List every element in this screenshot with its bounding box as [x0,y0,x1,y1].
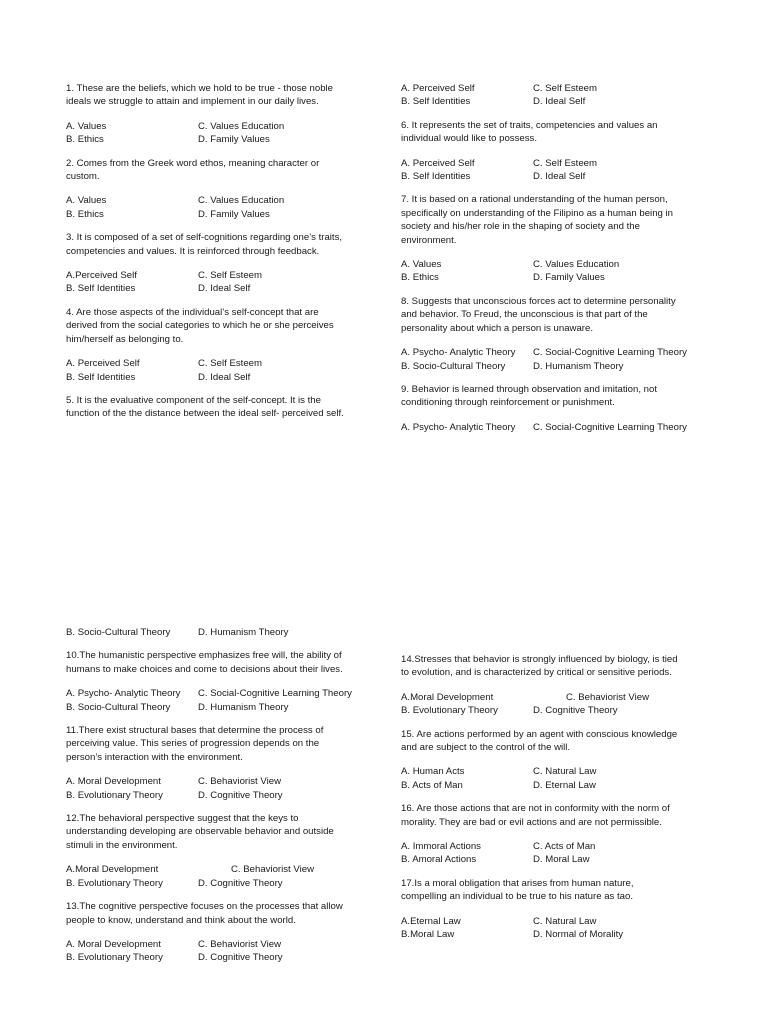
option-b: B. Acts of Man [401,779,463,791]
option-b: B. Ethics [66,134,104,146]
option-d: D. Family Values [198,134,270,146]
option-c: C. Values Education [533,259,620,271]
options [401,258,711,285]
option-a: A. Human Acts [401,766,465,778]
option-c: C. Self Esteem [198,270,262,282]
option-d: D. Family Values [533,272,605,284]
options [66,120,371,147]
option-c: C. Social-Cognitive Learning Theory [198,688,352,700]
option-a: A.Perceived Self [66,270,137,282]
option-c: C. Self Esteem [533,83,597,94]
question-17: 17.Is a moral obligation that arises from human nature, compelling an individual to be true to his nature as tao. [401,877,634,903]
question-block [401,802,711,867]
question-block [66,82,371,147]
option-d: D. Cognitive Theory [198,789,283,801]
option-c: C. Behaviorist View [231,864,315,876]
option-a: A. Moral Development [66,776,161,788]
option-a: A. Moral Development [66,938,161,950]
question-11: 11.There exist structural bases that determine the process of perceiving value. This series of progression depends on the person’s interaction with the environment. [66,725,324,763]
option-c: C. Acts of Man [533,841,596,853]
option-d: D. Cognitive Theory [198,877,283,889]
option-a: A.Eternal Law [401,915,461,927]
option-a: A.Moral Development [66,864,159,876]
page1-left-column [66,82,371,421]
options-continued [66,626,376,639]
question-block [66,306,371,384]
option-d: D. Cognitive Theory [533,705,618,717]
option-a: A. Values [66,195,107,207]
option-c: C. Social-Cognitive Learning Theory [533,347,687,359]
option-c: C. Natural Law [533,915,597,927]
options [401,346,711,373]
option-c: C. Self Esteem [533,157,597,169]
option-a: A. Perceived Self [401,83,475,94]
question-4: 4. Are those aspects of the individual’s self-concept that are derived from the social categories to which he or she perceives him/herself as belonging to. [66,306,334,345]
options [401,765,711,792]
option-d: D. Moral Law [533,854,590,866]
option-d: D. Ideal Self [198,371,251,383]
options [401,421,711,434]
option-d: D. Cognitive Theory [198,952,283,964]
question-1: 1. These are the beliefs, which we hold to be true - those noble ideals we struggle to attain and implement in our daily lives. [66,83,334,108]
option-c: C. Behaviorist View [198,776,282,788]
page2-left-column [66,626,376,965]
question-8: 8. Suggests that unconscious forces act to determine personality and behavior. To Freud, the unconscious is that part of the personality about which a person is unaware. [401,295,676,334]
option-b: B. Self Identities [66,371,136,383]
question-7: 7. It is based on a rational understanding of the human person, specifically on understanding of the Filipino as a human being in society and his/her role in the shaping of society and the environment. [401,194,673,246]
question-15: 15. Are actions performed by an agent with conscious knowledge and are subject to the control of the will. [401,728,678,754]
options-continued [401,82,711,109]
option-d: D. Humanism Theory [198,627,289,638]
options [66,687,376,714]
options [66,269,371,296]
option-b: B. Evolutionary Theory [66,877,163,889]
question-9: 9. Behavior is learned through observation and imitation, not conditioning through reinforcement or punishment. [401,383,657,409]
option-a: A. Perceived Self [401,157,475,169]
question-3: 3. It is composed of a set of self-cognitions regarding one’s traits, competencies and values. It is reinforced through feedback. [66,232,343,257]
option-b: B. Evolutionary Theory [66,952,163,964]
question-13: 13.The cognitive perspective focuses on the processes that allow people to know, understand and think about the world. [66,901,343,926]
options [401,691,711,718]
option-d: D. Normal of Morality [533,929,624,941]
option-c: C. Values Education [198,120,285,132]
question-block [401,383,711,434]
option-d: D. Ideal Self [198,283,251,295]
option-c: C. Behaviorist View [198,938,282,950]
option-a: A. Values [401,259,442,271]
question-16: 16. Are those actions that are not in conformity with the norm of morality. They are bad or evil actions and are not permissible. [401,803,670,828]
option-c: C. Natural Law [533,766,597,778]
option-a: A. Immoral Actions [401,841,481,853]
question-block [401,119,711,184]
option-d: D. Humanism Theory [198,701,289,713]
options [401,157,711,184]
question-block [401,728,711,793]
question-block [66,900,376,965]
option-c: C. Values Education [198,195,285,207]
option-a: A. Psycho- Analytic Theory [401,421,516,433]
option-d: D. Family Values [198,208,270,220]
option-b: B. Ethics [66,208,104,220]
option-b: B. Socio-Cultural Theory [66,627,171,638]
question-12: 12.The behavioral perspective suggest that the keys to understanding developing are observable behavior and outside stimuli in the environment. [66,813,334,851]
option-d: D. Humanism Theory [533,360,624,372]
option-a: A.Moral Development [401,691,494,703]
question-2: 2. Comes from the Greek word ethos, meaning character or custom. [66,157,320,183]
question-block [66,649,376,714]
option-b: B. Ethics [401,272,439,284]
option-c: C. Self Esteem [198,358,262,370]
option-b: B. Self Identities [401,171,471,183]
question-block [66,157,371,222]
question-block [401,295,711,373]
question-14: 14.Stresses that behavior is strongly influenced by biology, is tied to evolution, and is characterized by critical or sensitive periods. [401,654,678,679]
option-d: D. Ideal Self [533,96,586,108]
question-6: 6. It represents the set of traits, competencies and values an individual would like to possess. [401,119,658,145]
option-b: B.Moral Law [401,929,455,941]
question-block [66,812,376,890]
question-5: 5. It is the evaluative component of the self-concept. It is the function of the the distance between the ideal self- perceived self. [66,394,344,420]
options [401,840,711,867]
option-b: B. Socio-Cultural Theory [66,701,171,713]
option-c: C. Behaviorist View [566,691,650,703]
option-d: D. Ideal Self [533,171,586,183]
page1-right-column [401,82,711,434]
option-a: A. Psycho- Analytic Theory [66,688,181,700]
options [66,938,376,965]
question-block [66,231,371,296]
question-block [66,724,376,802]
options [66,775,376,802]
option-b: B. Evolutionary Theory [66,789,163,801]
option-b: B. Evolutionary Theory [401,705,498,717]
options [66,194,371,221]
question-block [401,193,711,284]
option-b: B. Amoral Actions [401,854,477,866]
question-block [401,653,711,718]
option-a: A. Values [66,120,107,132]
options [401,915,711,942]
option-a: A. Psycho- Analytic Theory [401,347,516,359]
question-10: 10.The humanistic perspective emphasizes free will, the ability of humans to make choices and come to decisions about their lives. [66,650,343,675]
options [66,863,376,890]
option-b: B. Socio-Cultural Theory [401,360,506,372]
option-b: B. Self Identities [66,283,136,295]
page2-right-column [401,653,711,942]
options [66,357,371,384]
question-block [401,877,711,942]
option-d: D. Eternal Law [533,779,596,791]
question-block [66,394,371,421]
option-b: B. Self Identities [401,96,471,108]
option-a: A. Perceived Self [66,358,140,370]
option-c: C. Social-Cognitive Learning Theory [533,421,687,433]
